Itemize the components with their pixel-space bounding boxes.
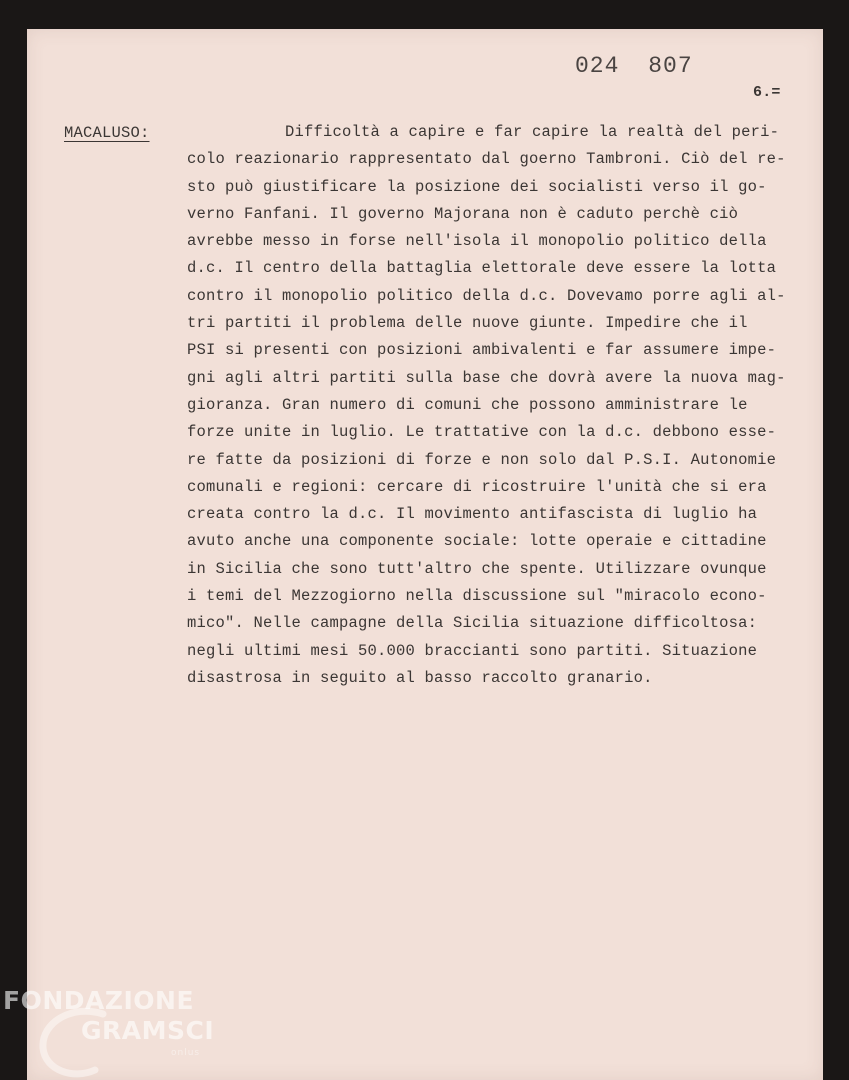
text-line: sto può giustificare la posizione dei socialisti verso il go- bbox=[187, 177, 767, 196]
text-line: verno Fanfani. Il governo Majorana non è caduto perchè ciò bbox=[187, 204, 739, 223]
typewritten-page bbox=[27, 29, 823, 1080]
text-line: Difficoltà a capire e far capire la realtà del peri- bbox=[285, 123, 780, 141]
watermark-line-1: FONDAZIONE bbox=[3, 986, 195, 1015]
text-line: PSI si presenti con posizioni ambivalenti e far assumere impe- bbox=[187, 341, 777, 360]
body-text bbox=[187, 119, 797, 692]
text-line: creata contro la d.c. Il movimento antifascista di luglio ha bbox=[187, 505, 758, 524]
fondazione-gramsci-watermark bbox=[3, 986, 218, 1080]
text-line: d.c. Il centro della battaglia elettorale deve essere la lotta bbox=[187, 259, 777, 278]
text-line: gioranza. Gran numero di comuni che possono amministrare le bbox=[187, 395, 748, 414]
text-line: colo reazionario rappresentato dal goerno Tambroni. Ciò del re- bbox=[187, 150, 786, 169]
text-line: negli ultimi mesi 50.000 braccianti sono partiti. Situazione bbox=[187, 641, 758, 660]
text-line: avrebbe messo in forse nell'isola il monopolio politico della bbox=[187, 232, 767, 251]
text-line: contro il monopolio politico della d.c. Dovevamo porre agli al- bbox=[187, 286, 786, 305]
watermark-line-3: onlus bbox=[171, 1048, 201, 1058]
archive-number: 024 807 bbox=[575, 53, 693, 79]
text-line: i temi del Mezzogiorno nella discussione sul "miracolo econo- bbox=[187, 587, 767, 606]
text-line: gni agli altri partiti sulla base che dovrà avere la nuova mag- bbox=[187, 368, 786, 387]
text-line: comunali e regioni: cercare di ricostruire l'unità che si era bbox=[187, 477, 767, 496]
text-line: avuto anche una componente sociale: lotte operaie e cittadine bbox=[187, 532, 767, 551]
text-line: disastrosa in seguito al basso raccolto granario. bbox=[187, 668, 653, 687]
text-line: tri partiti il problema delle nuove giunte. Impedire che il bbox=[187, 314, 748, 333]
page-number: 6.= bbox=[753, 84, 781, 101]
speaker-name: MACALUSO: bbox=[64, 124, 150, 142]
text-line: re fatte da posizioni di forze e non solo dal P.S.I. Autonomie bbox=[187, 450, 777, 469]
watermark-line-2: GRAMSCI bbox=[81, 1016, 215, 1045]
text-line: in Sicilia che sono tutt'altro che spente. Utilizzare ovunque bbox=[187, 559, 767, 578]
text-line: mico". Nelle campagne della Sicilia situazione difficoltosa: bbox=[187, 614, 758, 633]
text-line: forze unite in luglio. Le trattative con la d.c. debbono esse- bbox=[187, 423, 777, 442]
